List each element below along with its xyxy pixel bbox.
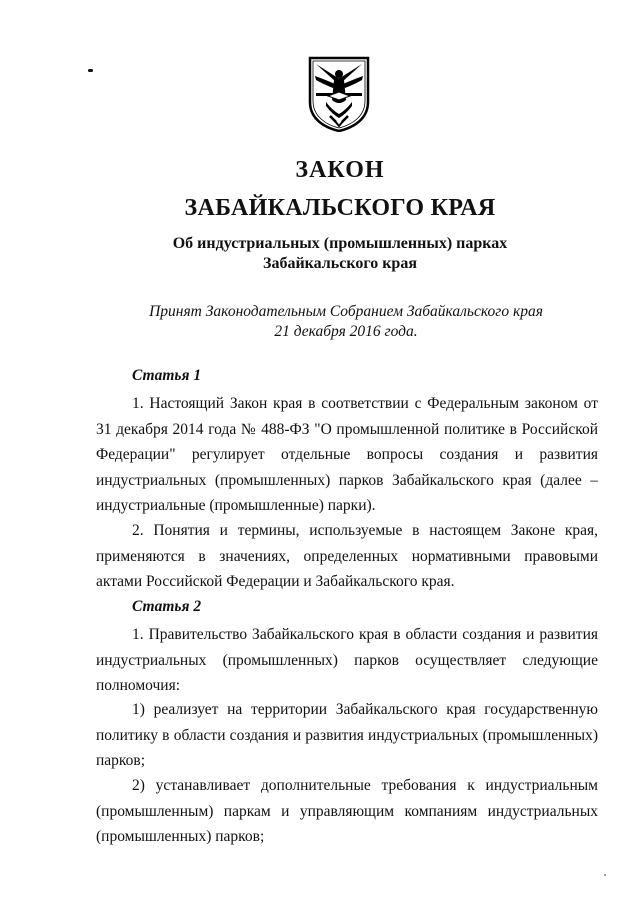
scan-mark [88,69,93,72]
article-heading: Статья 1 [132,367,202,384]
adoption-date: 21 декабря 2016 года. [274,323,418,340]
article-paragraph: 2. Понятия и термины, используемые в настоящем Законе края, применяются в значениях, определенных нормативными правовыми актами Российской Федерации и Забайкальского края. [96,522,598,590]
scan-mark [604,874,606,876]
document-subtitle [0,234,640,274]
article-paragraph: 1) реализует на территории Забайкальского края государственную политику в области создания и развития индустриальных (промышленных) парков; [96,701,598,769]
subtitle-line: Забайкальского края [263,255,417,272]
article-paragraph: 1. Правительство Забайкальского края в области создания и развития индустриальных (промышленных) парков осуществляет следующие полномочия: [96,626,598,694]
article-paragraph: 2) устанавливает дополнительные требования к индустриальным (промышленным) паркам и управляющим компаниям индустриальных (промышленных) парков; [96,777,598,845]
subtitle-line: Об индустриальных (промышленных) парках [172,235,508,252]
coat-of-arms-icon [308,56,370,132]
adoption-line: Принят Законодательным Собранием Забайкальского края [149,303,543,320]
article-heading: Статья 2 [132,598,202,615]
article-paragraph: 1. Настоящий Закон края в соответствии с Федеральным законом от 31 декабря 2014 года № 488-ФЗ "О промышленной политике в Российской Федерации" регулирует отдельные вопросы создания и развития индустриальных (промышленных) парков Забайкальского края (далее – индустриальные (промышленные) парки). [96,395,598,514]
document-title: ЗАКОН [295,157,385,183]
document-title-region: ЗАБАЙКАЛЬСКОГО КРАЯ [184,195,496,221]
adoption-note [0,302,640,342]
